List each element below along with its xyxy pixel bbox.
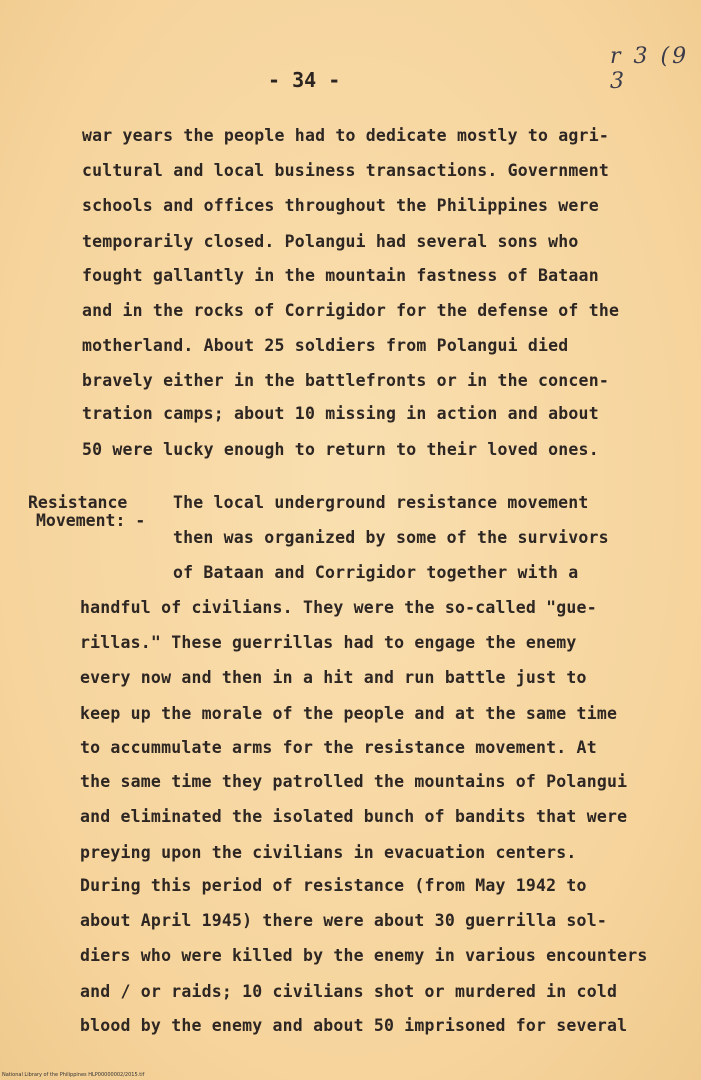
text-line: fought gallantly in the mountain fastness of Bataan: [82, 266, 599, 285]
margin-heading-line: Movement: -: [36, 511, 146, 530]
text-line: about April 1945) there were about 30 guerrilla sol-: [80, 911, 607, 930]
text-line: handful of civilians. They were the so-called "gue-: [80, 598, 597, 617]
text-line: motherland. About 25 soldiers from Polangui died: [82, 336, 569, 355]
text-line: rillas." These guerrillas had to engage the enemy: [80, 633, 577, 652]
text-line: 50 were lucky enough to return to their loved ones.: [82, 440, 599, 459]
text-line: preying upon the civilians in evacuation centers.: [80, 843, 577, 862]
text-line: and in the rocks of Corrigidor for the defense of the: [82, 301, 620, 320]
text-line: blood by the enemy and about 50 imprisoned for several: [80, 1016, 628, 1035]
footer-credit: National Library of the Philippines HLP00000002/2015.tif: [2, 1072, 145, 1078]
margin-heading-line: Resistance: [28, 493, 128, 512]
text-line: and / or raids; 10 civilians shot or murdered in cold: [80, 982, 618, 1001]
page-number: - 34 -: [268, 68, 341, 92]
text-line: the same time they patrolled the mountains of Polangui: [80, 772, 628, 791]
text-line: war years the people had to dedicate mostly to agri-: [82, 126, 609, 145]
text-line: cultural and local business transactions. Government: [82, 161, 609, 180]
text-line: The local underground resistance movement: [173, 493, 589, 512]
text-line: schools and offices throughout the Philippines were: [82, 196, 599, 215]
text-line: keep up the morale of the people and at the same time: [80, 704, 618, 723]
handwritten-note: r 3 (9 3: [610, 44, 690, 94]
text-line: temporarily closed. Polangui had several sons who: [82, 232, 579, 251]
text-line: and eliminated the isolated bunch of bandits that were: [80, 807, 628, 826]
text-line: to accummulate arms for the resistance movement. At: [80, 738, 597, 757]
text-line: every now and then in a hit and run battle just to: [80, 668, 587, 687]
text-line: diers who were killed by the enemy in various encounters: [80, 946, 648, 965]
text-line: bravely either in the battlefronts or in the concen-: [82, 371, 609, 390]
text-line: tration camps; about 10 missing in action and about: [82, 404, 599, 423]
text-line: of Bataan and Corrigidor together with a: [173, 563, 579, 582]
text-line: then was organized by some of the survivors: [173, 528, 609, 547]
text-line: During this period of resistance (from May 1942 to: [80, 876, 587, 895]
